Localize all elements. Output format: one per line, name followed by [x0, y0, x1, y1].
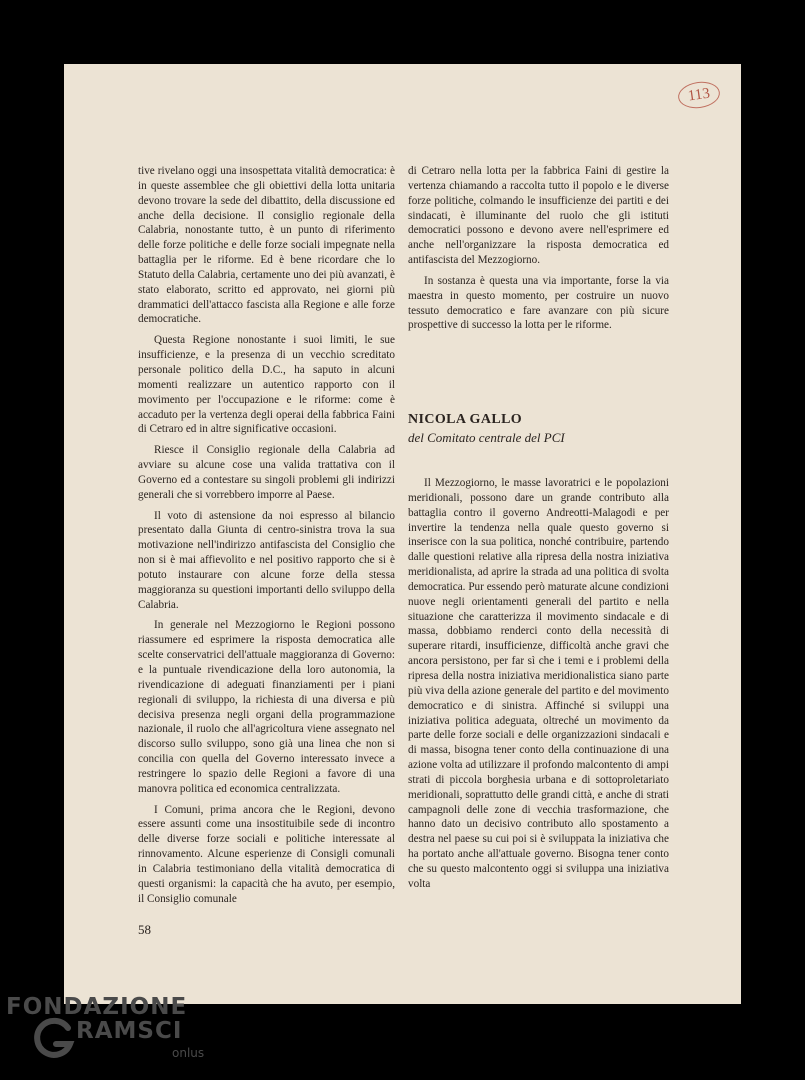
- fondazione-gramsci-watermark: [6, 994, 206, 1074]
- paragraph: tive rivelano oggi una insospettata vitalità democratica: è in queste assemblee che gli obiettivi della lotta unitaria devono trovare la sede del dibattito, della discussione ed anche della decisione. Il consiglio regionale della Calabria, nonostante tutto, è un punto di riferimento delle forze politiche e delle forze sociali impegnate nella battaglia per le riforme. Ed è bene ricordare che lo Statuto della Calabria, certamente uno dei più avanzati, è stato elaborato, scritto ed approvato, nei giorni più drammatici dell'attacco fascista alla Regione e alle forze democratiche.: [138, 165, 395, 326]
- paragraph: Riesce il Consiglio regionale della Calabria ad avviare su alcune cose una valida trattativa con il Governo ed a contestare su singoli problemi gli indirizzi generali che si vorrebbero imporre al Paese.: [138, 444, 395, 501]
- right-column-top: [408, 164, 669, 339]
- page-number: 58: [138, 922, 151, 937]
- paragraph: In sostanza è questa una via importante, forse la via maestra in questo momento, per costruire un nuovo tessuto democratico e fare avanzare con più sicure prospettive di successo la lotta per le riforme.: [408, 274, 669, 332]
- paragraph: I Comuni, prima ancora che le Regioni, devono essere assunti come una insostituibile sede di incontro delle diverse forze sociali e politiche interessate al rinnovamento. Alcune esperienze di Consigli comunali in Calabria testimoniano della vitalità democratica di questi organismi: la capacità che ha avuto, per esempio, il Consiglio comunale: [138, 803, 395, 905]
- paragraph: Il Mezzogiorno, le masse lavoratrici e le popolazioni meridionali, possono dare un grande contributo alla battaglia contro il governo Andreotti-Malagodi e per invertire la tendenza nella quale questo governo si inserisce con la sua politica, nonché contribuire, partendo dalle questioni relative alla ripresa della nostra iniziativa meridionalista, ad aprire la strada ad una politica di svolta democratica. Pur essendo però maturate alcune condizioni nuove negli orientamenti generali del partito e nella situazione che caratterizza il movimento sindacale e di massa, dobbiamo renderci conto della necessità di superare ritardi, insufficienze, difficoltà anche gravi che ancora persistono, per far sì che i temi e i problemi della ripresa della nostra iniziativa meridionalistica siano parte più viva della azione generale del partito e del movimento democratico e di sinistra. Affinché si sviluppi una iniziativa politica adeguata, oltreché un movimento da parte delle forze sociali e delle organizzazioni sindacali e di massa, bisogna tener conto della continuazione di una azione volta ad utilizzare il profondo malcontento di ampi strati di piccola borghesia urbana e di sottoproletariato meridionali, soprattutto delle grandi città, e anche di strati campagnoli delle zone di vecchia trasformazione, che hanno dato un decisivo contributo allo spostamento a destra nel paese su cui poi si è sviluppata la iniziativa che ha portato anche all'attuale governo. Bisogna tener conto che su questo malcontento oggi si sviluppa una iniziativa volta: [408, 477, 669, 890]
- paragraph: di Cetraro nella lotta per la fabbrica Faini di gestire la vertenza chiamando a raccolta tutto il popolo e le diverse forze politiche, colmando le insufficienze dei partiti e dei sindacati, è illuminante del ruolo che gli istituti democratici possono e devono avere nell'esprimere ed anche nell'organizzare la risposta democratica ed antifascista del Mezzogiorno.: [408, 165, 669, 267]
- document-page: [64, 64, 741, 1004]
- author-name: NICOLA GALLO: [408, 412, 523, 427]
- watermark-line2: RAMSCI: [76, 1018, 183, 1044]
- watermark-line1: FONDAZIONE: [6, 994, 188, 1020]
- paragraph: Il voto di astensione da noi espresso al bilancio presentato dalla Giunta di centro-sinistra trova la sua motivazione nell'indirizzo antifascista del Consiglio che non si è mai affievolito e nel positivo rapporto che si è potuto instaurare con alcune forze della stessa maggioranza su questioni importanti dello sviluppo della Calabria.: [138, 509, 395, 611]
- right-column-bottom: [408, 476, 669, 898]
- paragraph: In generale nel Mezzogiorno le Regioni possono riassumere ed esprimere la risposta democratica alle scelte conservatrici dell'attuale maggioranza di Governo: e la puntuale rivendicazione della loro autonomia, la rivendicazione di adeguati finanziamenti per i piani regionali di sviluppo, la richiesta di una diversa e più decisiva presenza negli organi della programmazione nazionale, il ruolo che all'agricoltura viene assegnato nel discorso sullo sviluppo, sono già una linea che non si concilia con quella del Governo interessato invece a restringere lo spazio delle Regioni a favore di una manovra politica ed economica centralizzata.: [138, 619, 395, 795]
- archive-stamp: 113: [676, 79, 721, 111]
- gramsci-g-logo-icon: [32, 1016, 76, 1060]
- author-affiliation: del Comitato centrale del PCI: [408, 430, 565, 445]
- left-column: [138, 164, 395, 913]
- paragraph: Questa Regione nonostante i suoi limiti, le sue insufficienze, e la presenza di un vecchio screditato personale politico della D.C., ha saputo in alcuni momenti realizzare un autentico rapporto con il movimento per l'occupazione e le riforme: come è accaduto per la vertenza degli operai della fabbrica Faini di Cetraro ed in altre significative occasioni.: [138, 334, 395, 436]
- watermark-suffix: onlus: [172, 1046, 205, 1060]
